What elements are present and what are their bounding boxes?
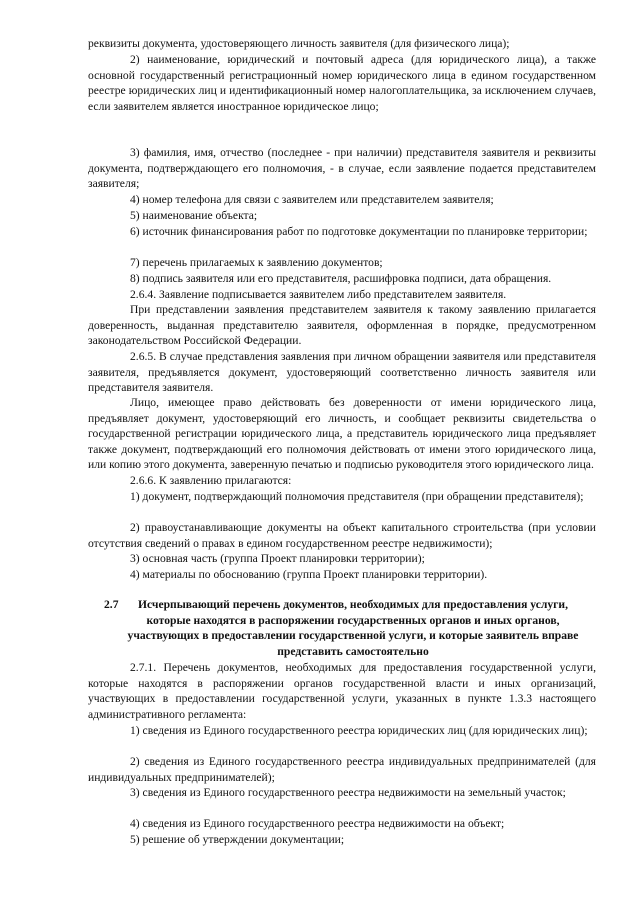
paragraph-item-2: 2) наименование, юридический и почтовый адреса (для юридического лица), а также основной государственный регистрационный номер юридического лица в едином государственном реестре юридических лиц и идентификационный номер налогоплательщика, за исключением случаев, если заявителем является иностранное юридическое лицо; bbox=[88, 53, 596, 113]
paragraph-applicant-id: реквизиты документа, удостоверяющего личность заявителя (для физического лица); bbox=[88, 37, 510, 50]
section-number: 2.7 bbox=[104, 598, 119, 611]
paragraph-info-4: 4) сведения из Единого государственного реестра недвижимости на объект; bbox=[130, 817, 505, 830]
paragraph-2-7-1: 2.7.1. Перечень документов, необходимых для предоставления государственной услуги, которые находятся в распоряжении органов государственной власти и иных организаций, участвующих в предоставлении государственной услуги, указанных в пункте 1.3.3 настоящего административного регламента: bbox=[88, 661, 596, 721]
paragraph-item-7: 7) перечень прилагаемых к заявлению документов; bbox=[130, 256, 383, 269]
paragraph-info-5: 5) решение об утверждении документации; bbox=[130, 833, 345, 846]
paragraph-item-8: 8) подпись заявителя или его представителя, расшифровка подписи, дата обращения. bbox=[130, 272, 552, 285]
paragraph-info-3: 3) сведения из Единого государственного реестра недвижимости на земельный участок; bbox=[130, 786, 566, 799]
paragraph-attach-2: 2) правоустанавливающие документы на объект капитального строительства (при условии отсутствия сведений о правах в едином государственном реестре недвижимости); bbox=[88, 521, 596, 550]
paragraph-attach-1: 1) документ, подтверждающий полномочия представителя (при обращении представителя); bbox=[130, 490, 584, 503]
paragraph-legal-entity: Лицо, имеющее право действовать без доверенности от имени юридического лица, предъявляет документ, удостоверяющий его личность, и сообщает реквизиты свидетельства о государственной регистрации юридического лица, а представитель юридического лица предъявляет также документ, подтверждающий его полномочия действовать от имени этого юридического лица, или копию этого документа, заверенную печатью и подписью руководителя этого юридического лица. bbox=[88, 396, 596, 472]
paragraph-attach-4: 4) материалы по обоснованию (группа Проект планировки территории). bbox=[130, 568, 488, 581]
paragraph-2-6-5: 2.6.5. В случае представления заявления при личном обращении заявителя или представителя заявителя, предъявляется документ, удостоверяющий соответственно личность заявителя или представителя заявителя. bbox=[88, 350, 596, 395]
paragraph-attach-3: 3) основная часть (группа Проект планировки территории); bbox=[130, 552, 425, 565]
paragraph-item-3: 3) фамилия, имя, отчество (последнее - при наличии) представителя заявителя и реквизиты документа, подтверждающего его полномочия, - в случае, если заявление подается представителем заявителя; bbox=[88, 146, 596, 191]
paragraph-item-4: 4) номер телефона для связи с заявителем или представителем заявителя; bbox=[130, 193, 494, 206]
paragraph-2-6-6: 2.6.6. К заявлению прилагаются: bbox=[130, 474, 292, 487]
paragraph-info-2: 2) сведения из Единого государственного реестра индивидуальных предпринимателей (для индивидуальных предпринимателей); bbox=[88, 755, 596, 784]
paragraph-2-6-4: 2.6.4. Заявление подписывается заявителем либо представителем заявителя. bbox=[130, 288, 507, 301]
section-title: Исчерпывающий перечень документов, необходимых для предоставления услуги, которые находятся в распоряжении государственных органов и иных органов, участвующих в предоставлении государственной услуги, и которые заявитель вправе представить самостоятельно bbox=[127, 598, 579, 658]
paragraph-item-6: 6) источник финансирования работ по подготовке документации по планировке территории; bbox=[130, 225, 588, 238]
paragraph-representative: При представлении заявления представителем заявителя к такому заявлению прилагается доверенность, выданная представителю заявителя, оформленная в порядке, предусмотренном законодательством Российской Федерации. bbox=[88, 303, 596, 348]
paragraph-item-5: 5) наименование объекта; bbox=[130, 209, 258, 222]
section-heading-2-7 bbox=[88, 597, 596, 659]
paragraph-info-1: 1) сведения из Единого государственного реестра юридических лиц (для юридических лиц); bbox=[130, 724, 588, 737]
